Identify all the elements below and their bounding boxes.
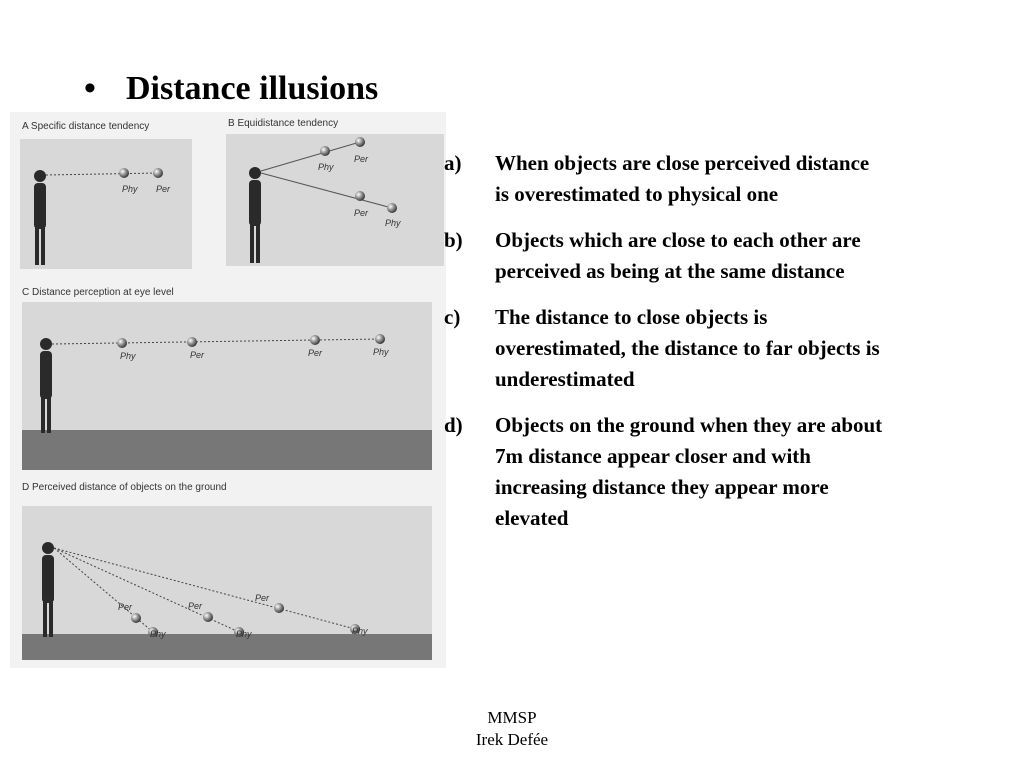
panel-b-caption: B Equidistance tendency — [228, 118, 339, 129]
panel-c — [22, 287, 432, 470]
sphere-icon — [117, 338, 127, 348]
bullet-icon: • — [84, 70, 96, 107]
sphere-icon — [119, 168, 129, 178]
list-text: Objects which are close to each other are perceived as being at the same distance — [495, 228, 861, 283]
footer-author: Irek Defée — [475, 730, 549, 749]
list-item — [444, 148, 884, 210]
panel-a-label: Per — [156, 184, 171, 194]
sphere-icon — [131, 613, 141, 623]
list-text: When objects are close perceived distance is overestimated to physical one — [495, 151, 870, 206]
list-marker: c) — [444, 305, 461, 329]
list-item — [444, 410, 884, 534]
panel-a-caption: A Specific distance tendency — [22, 121, 150, 132]
sphere-icon — [320, 146, 330, 156]
ground — [22, 634, 432, 660]
panel-b-label: Per — [354, 154, 369, 164]
list-marker: a) — [444, 151, 462, 175]
list-item — [444, 225, 884, 287]
panel-c-label: Per — [308, 348, 323, 358]
sphere-icon — [375, 334, 385, 344]
list-marker: b) — [444, 228, 463, 252]
ground — [22, 430, 432, 470]
sphere-icon — [203, 612, 213, 622]
panel-d — [22, 482, 432, 660]
sphere-icon — [310, 335, 320, 345]
slide-title-row — [84, 70, 378, 108]
list-marker: d) — [444, 413, 463, 437]
distance-illusions-figure — [10, 112, 446, 668]
panel-d-label: Phy — [236, 629, 252, 639]
list-text: The distance to close objects is overestimated, the distance to far objects is underestimated — [495, 305, 880, 391]
list-item — [444, 302, 884, 395]
sphere-icon — [387, 203, 397, 213]
sphere-icon — [274, 603, 284, 613]
panel-d-caption: D Perceived distance of objects on the ground — [22, 482, 227, 493]
panel-c-label: Phy — [373, 347, 389, 357]
sphere-icon — [187, 337, 197, 347]
panel-b-label: Per — [354, 208, 369, 218]
sphere-icon — [355, 191, 365, 201]
panel-d-label: Phy — [150, 629, 166, 639]
panel-b-label: Phy — [318, 162, 334, 172]
footer-course: MMSP — [487, 708, 537, 727]
panel-d-label: Per — [255, 593, 270, 603]
panel-c-label: Phy — [120, 351, 136, 361]
panel-d-label: Phy — [352, 626, 368, 636]
panel-c-label: Per — [190, 350, 205, 360]
list-text: Objects on the ground when they are about 7m distance appear closer and with increasing distance they appear more elevated — [495, 413, 883, 530]
panel-a-label: Phy — [122, 184, 138, 194]
figure-illustration — [10, 112, 446, 668]
panel-b-label: Phy — [385, 218, 401, 228]
sphere-icon — [153, 168, 163, 178]
illusion-list — [444, 148, 884, 549]
slide-footer — [0, 707, 1024, 751]
sphere-icon — [355, 137, 365, 147]
slide-title: Distance illusions — [126, 70, 379, 107]
panel-a — [20, 121, 192, 269]
panel-d-label: Per — [188, 601, 203, 611]
panel-d-label: Per — [118, 602, 133, 612]
panel-c-caption: C Distance perception at eye level — [22, 287, 174, 298]
panel-b — [226, 118, 444, 266]
